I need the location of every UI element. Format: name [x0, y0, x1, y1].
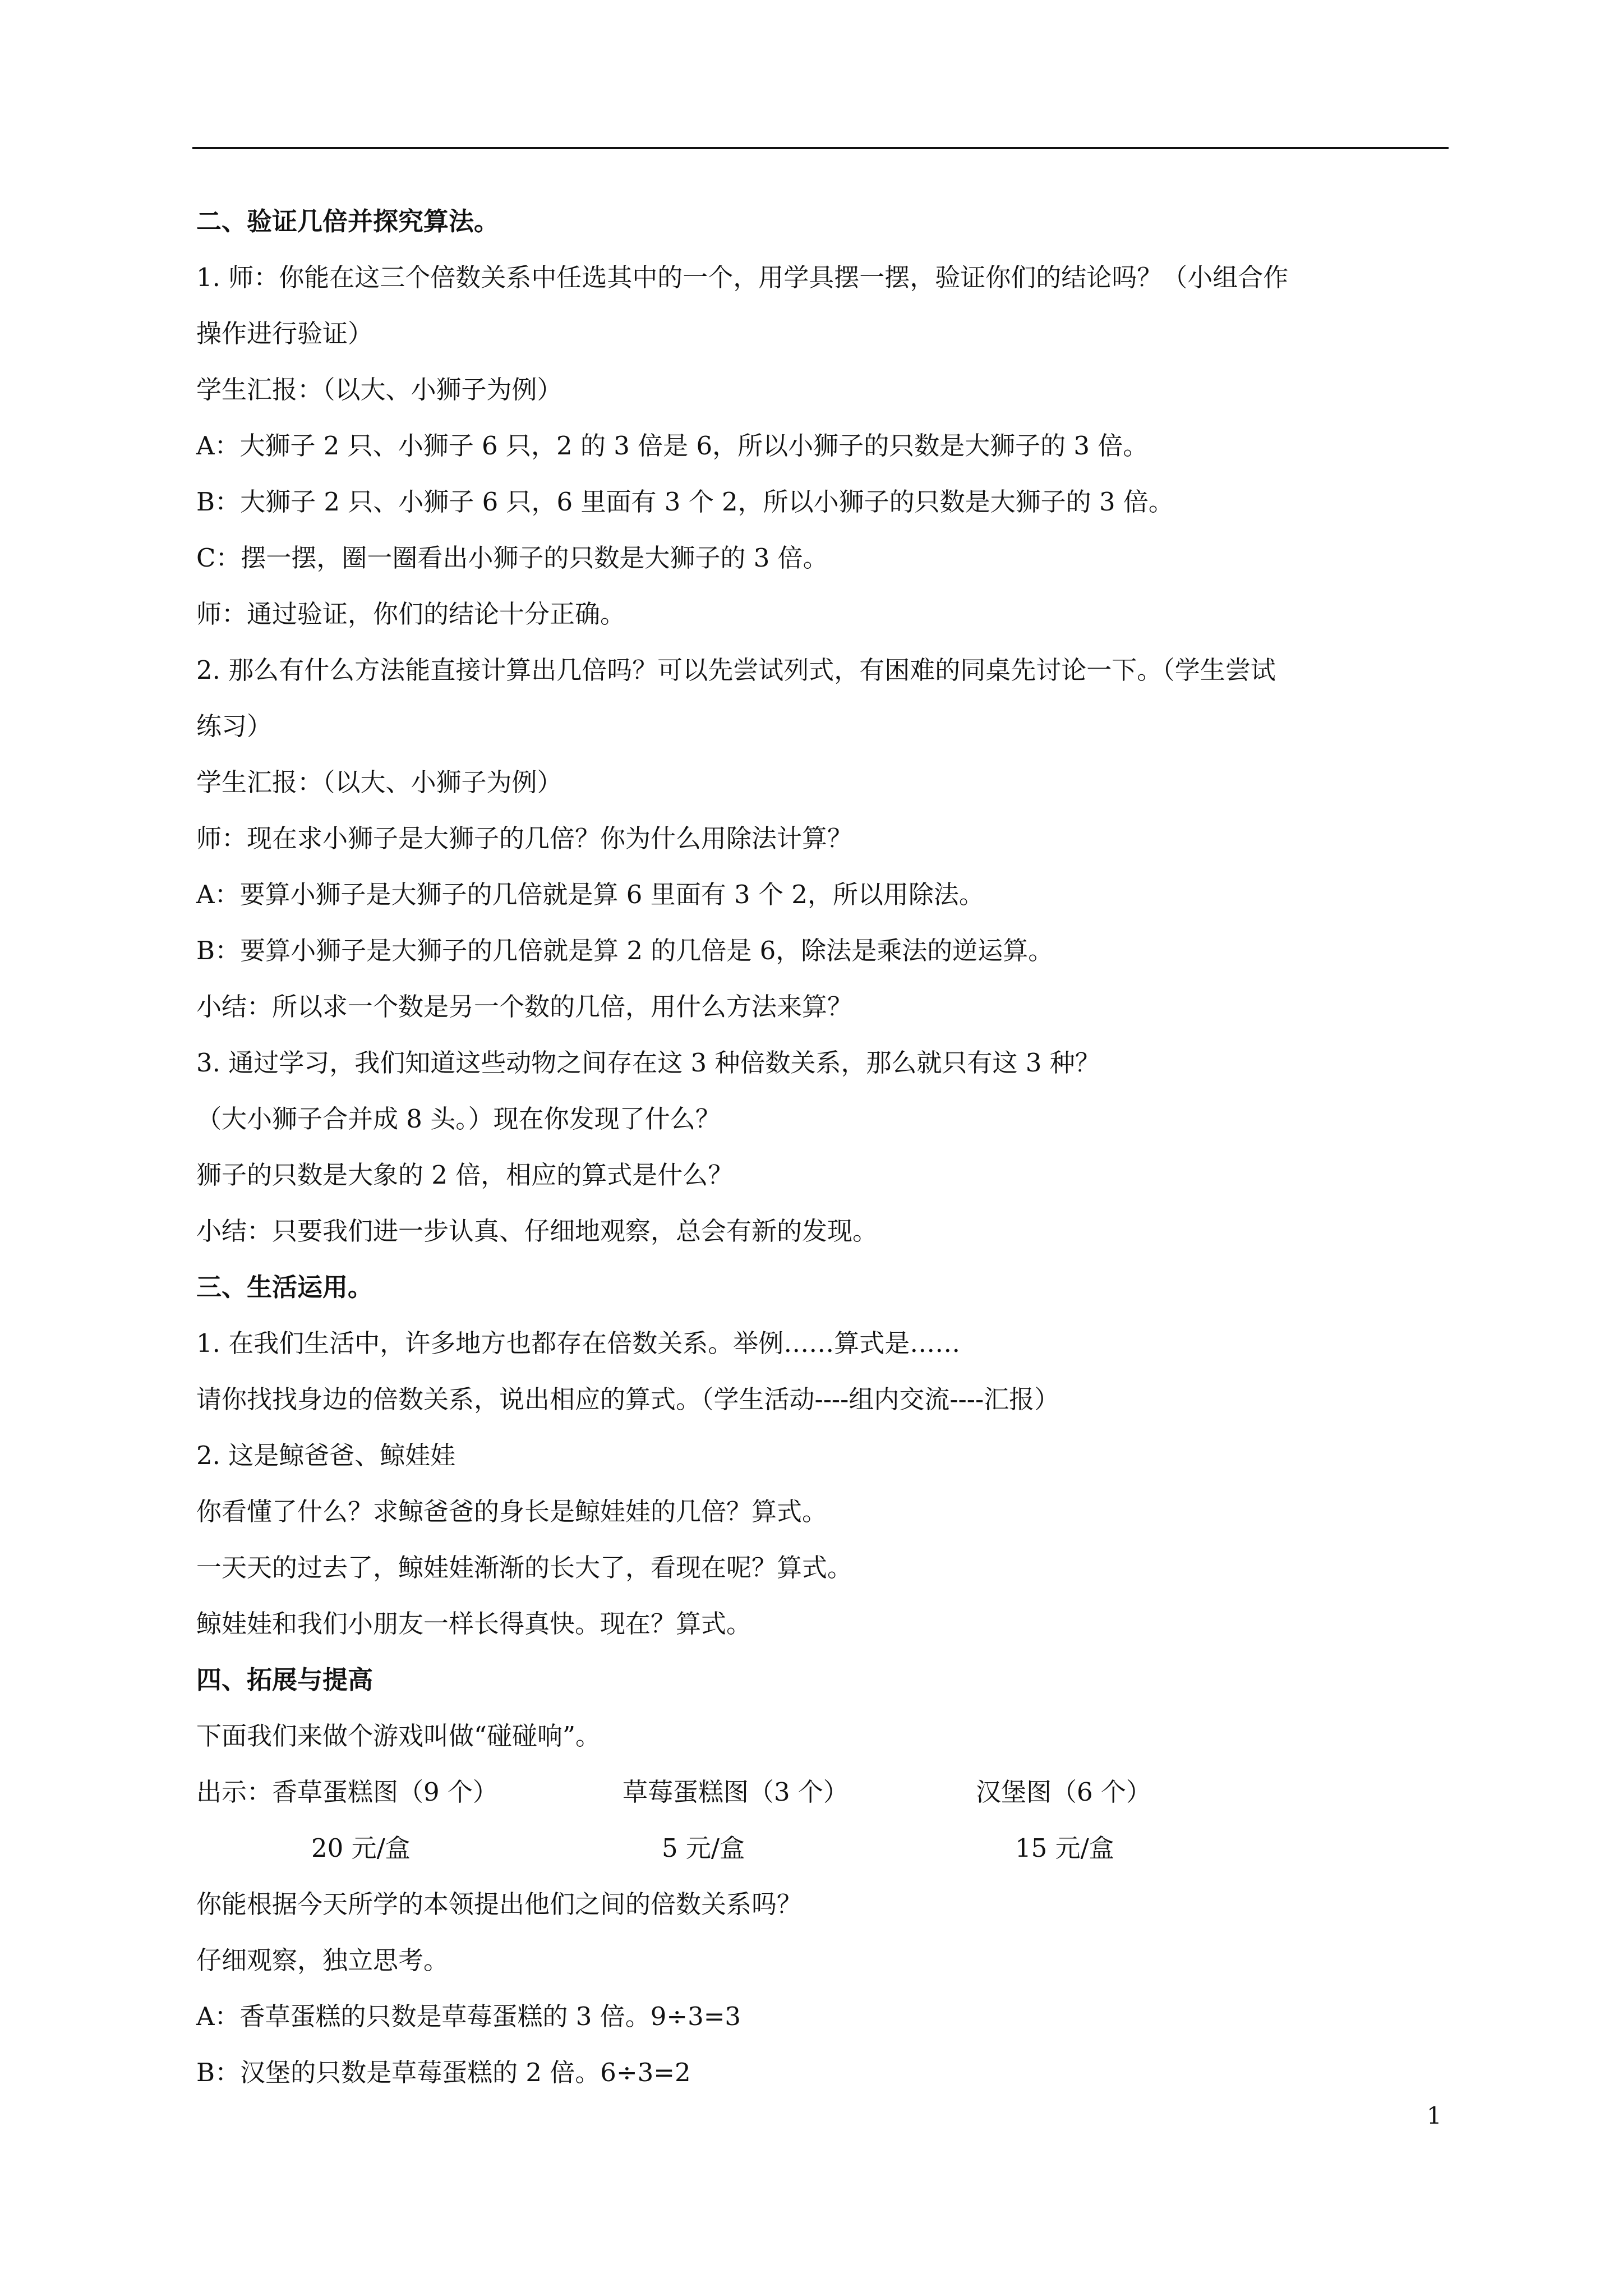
paragraph: （大小狮子合并成 8 头。）现在你发现了什么？	[196, 1104, 721, 1134]
paragraph: 操作进行验证）	[196, 319, 374, 348]
section-heading: 四、拓展与提高	[196, 1665, 374, 1695]
paragraph: 1. 师：你能在这三个倍数关系中任选其中的一个，用学具摆一摆，验证你们的结论吗？（小组合作	[196, 263, 1289, 292]
paragraph: 你能根据今天所学的本领提出他们之间的倍数关系吗？	[196, 1889, 803, 1919]
page-number: 1	[1427, 2102, 1442, 2129]
price-strawberry-cake: 5 元/盒	[662, 1833, 745, 1863]
paragraph: 师：现在求小狮子是大狮子的几倍？你为什么用除法计算？	[196, 823, 853, 853]
price-hamburger: 15 元/盒	[1015, 1833, 1114, 1863]
paragraph: 学生汇报：（以大、小狮子为例）	[196, 767, 562, 797]
paragraph: B：汉堡的只数是草莓蛋糕的 2 倍。6÷3=2	[196, 2058, 691, 2087]
section-heading: 二、验证几倍并探究算法。	[196, 206, 500, 236]
paragraph: 1. 在我们生活中，许多地方也都存在倍数关系。举例……算式是……	[196, 1328, 961, 1358]
paragraph: 练习）	[196, 711, 273, 741]
paragraph: 小结：只要我们进一步认真、仔细地观察，总会有新的发现。	[196, 1216, 878, 1246]
paragraph: 一天天的过去了，鲸娃娃渐渐的长大了，看现在呢？算式。	[196, 1553, 853, 1582]
show-item-hamburger: 汉堡图（6 个）	[976, 1777, 1151, 1807]
paragraph: 小结：所以求一个数是另一个数的几倍，用什么方法来算？	[196, 992, 853, 1022]
price-vanilla-cake: 20 元/盒	[311, 1833, 411, 1863]
header-rule	[192, 147, 1449, 149]
paragraph: 仔细观察，独立思考。	[196, 1945, 449, 1975]
paragraph: 学生汇报：（以大、小狮子为例）	[196, 375, 562, 404]
show-item-vanilla-cake: 出示：香草蛋糕图（9 个）	[196, 1777, 498, 1807]
document-body	[196, 194, 1453, 2101]
paragraph: 鲸娃娃和我们小朋友一样长得真快。现在？算式。	[196, 1609, 752, 1639]
paragraph: A：要算小狮子是大狮子的几倍就是算 6 里面有 3 个 2，所以用除法。	[196, 880, 984, 909]
show-items-row	[196, 1764, 1453, 1820]
paragraph: B：要算小狮子是大狮子的几倍就是算 2 的几倍是 6，除法是乘法的逆运算。	[196, 936, 1054, 965]
paragraph: 请你找找身边的倍数关系，说出相应的算式。（学生活动----组内交流----汇报）	[196, 1384, 1060, 1414]
paragraph: B：大狮子 2 只、小狮子 6 只，6 里面有 3 个 2，所以小狮子的只数是大狮子的 3 倍。	[196, 487, 1174, 517]
prices-row	[196, 1820, 1453, 1876]
paragraph: 师：通过验证，你们的结论十分正确。	[196, 599, 626, 629]
paragraph: C：摆一摆，圈一圈看出小狮子的只数是大狮子的 3 倍。	[196, 543, 828, 573]
paragraph: A：香草蛋糕的只数是草莓蛋糕的 3 倍。9÷3=3	[196, 2001, 741, 2031]
paragraph: 2. 那么有什么方法能直接计算出几倍吗？可以先尝试列式，有困难的同桌先讨论一下。（学生尝试	[196, 655, 1276, 685]
paragraph: 3. 通过学习，我们知道这些动物之间存在这 3 种倍数关系，那么就只有这 3 种？	[196, 1048, 1100, 1078]
paragraph: 狮子的只数是大象的 2 倍，相应的算式是什么？	[196, 1160, 734, 1190]
paragraph: 2. 这是鲸爸爸、鲸娃娃	[196, 1441, 456, 1470]
section-heading: 三、生活运用。	[196, 1272, 374, 1302]
paragraph: 你看懂了什么？求鲸爸爸的身长是鲸娃娃的几倍？算式。	[196, 1497, 828, 1526]
paragraph: 下面我们来做个游戏叫做“碰碰响”。	[196, 1721, 601, 1751]
paragraph: A：大狮子 2 只、小狮子 6 只，2 的 3 倍是 6，所以小狮子的只数是大狮子的 3 倍。	[196, 431, 1149, 461]
show-item-strawberry-cake: 草莓蛋糕图（3 个）	[623, 1777, 849, 1807]
